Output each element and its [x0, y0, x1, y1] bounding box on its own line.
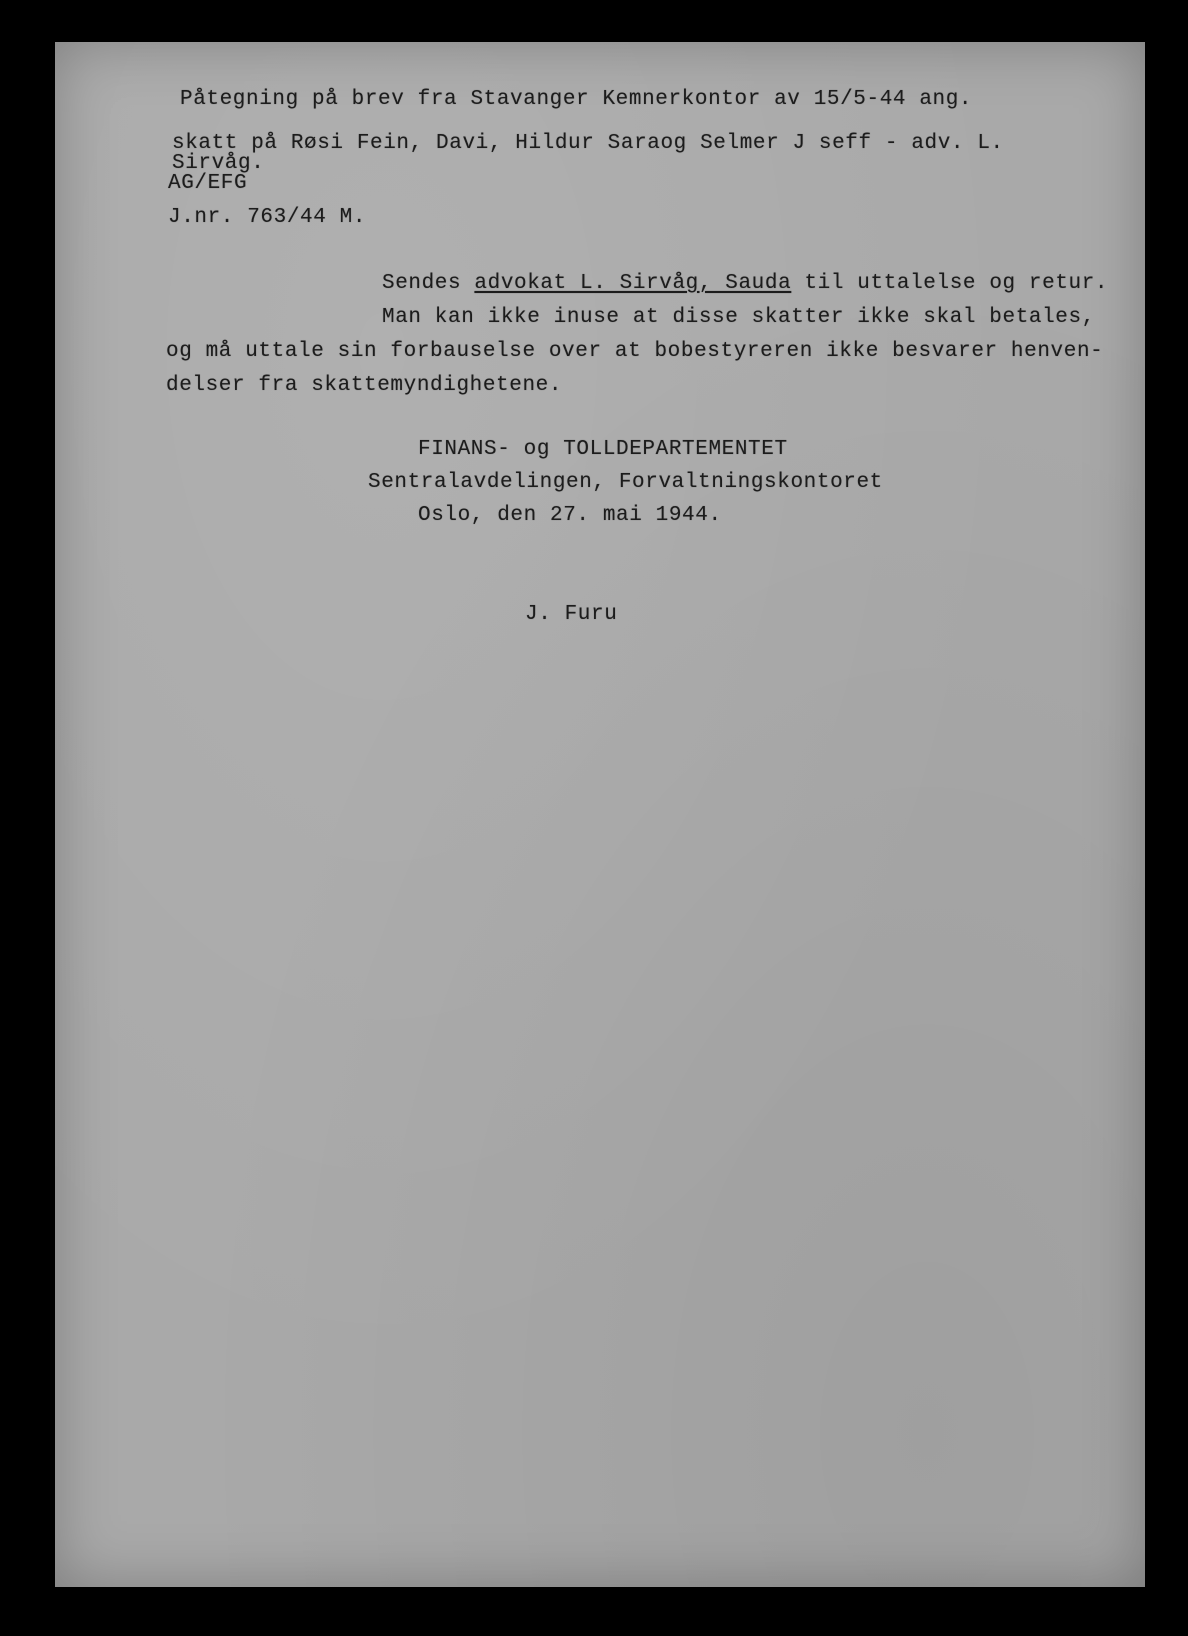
body-line-1-prefix: Sendes	[382, 272, 462, 295]
body-line-1	[382, 272, 1108, 295]
header-line-2: skatt på Røsi Fein, Davi, Hildur Saraog Selmer J seff - adv. L.	[172, 132, 1004, 155]
body-line-1-suffix: til uttalelse og retur.	[804, 272, 1109, 295]
body-line-4: delser fra skattemyndighetene.	[166, 374, 563, 397]
header-line-1: Påtegning på brev fra Stavanger Kemnerkontor av 15/5-44 ang.	[180, 88, 973, 111]
journal-number: J.nr. 763/44 M.	[168, 206, 367, 229]
body-line-2: Man kan ikke inuse at disse skatter ikke skal betales,	[382, 306, 1095, 329]
body-line-3: og må uttale sin forbauselse over at bobestyreren ikke besvarer henven-	[166, 340, 1104, 363]
signature: J. Furu	[525, 603, 618, 626]
sender-department: FINANS- og TOLLDEPARTEMENTET	[418, 438, 788, 461]
header-line-3: Sirvåg.	[172, 152, 265, 175]
reference-initials: AG/EFG	[168, 172, 248, 195]
sender-office: Sentralavdelingen, Forvaltningskontoret	[368, 471, 883, 494]
addressee: advokat L. Sirvåg, Sauda	[474, 272, 792, 295]
sender-date: Oslo, den 27. mai 1944.	[418, 504, 722, 527]
